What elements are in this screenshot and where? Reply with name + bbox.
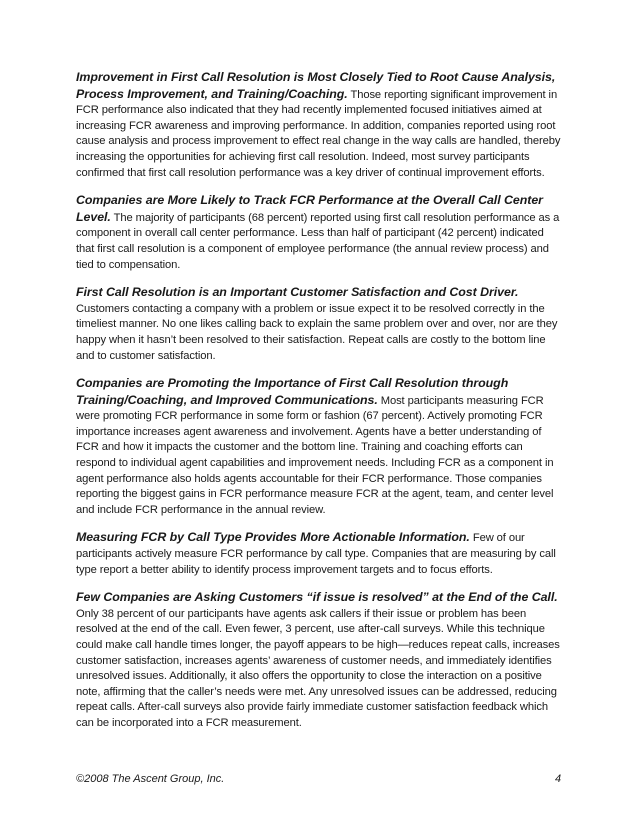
- paragraph-fcr-improvement: [76, 70, 564, 181]
- paragraph-text: Most participants measuring FCR were promoting FCR performance in some form or fashion (67 percent). Actively promoting FCR importance increases agent awareness and involvement. Agents have a better understanding of FCR and how it impacts the customer and the bottom line. Training and coaching efforts can respond to individual agent capabilities and improvement needs. Including FCR as a component in agent performance also holds agents accountable for their FCR performance. Those companies reporting the biggest gains in FCR performance measure FCR at the agent, team, and center level and include FCR performance in the annual review.: [76, 394, 554, 516]
- page-number: 4: [555, 773, 562, 785]
- paragraph-text: Those reporting significant improvement in FCR performance also indicated that they had recently implemented focused initiatives aimed at increasing FCR awareness and improving performance. In addition, companies reported using root cause analysis and process improvement to effect real change in the way calls are handled, thereby increasing the opportunities for achieving first call resolution. Indeed, most survey participants confirmed that first call resolution performance was a key driver of continual improvement efforts.: [76, 88, 561, 179]
- paragraph-satisfaction-cost: [76, 285, 564, 364]
- paragraph-heading: Few Companies are Asking Customers “if issue is resolved” at the End of the Call.: [76, 590, 558, 605]
- paragraph-heading: First Call Resolution is an Important Customer Satisfaction and Cost Driver.: [76, 285, 519, 300]
- paragraph-heading: Measuring FCR by Call Type Provides More Actionable Information.: [76, 530, 470, 545]
- paragraph-text: The majority of participants (68 percent) reported using first call resolution performance as a component in overall call center performance. Less than half of participant (42 percent) indicated that first call resolution is a component of employee performance (the annual review process) and tied to compensation.: [76, 211, 560, 271]
- paragraph-text: Customers contacting a company with a problem or issue expect it to be resolved correctly in the timeliest manner. No one likes calling back to explain the same problem over and over, nor are they happy when it hasn’t been resolved to their satisfaction. Repeat calls are costly to the bottom line and to customer satisfaction.: [76, 302, 558, 362]
- paragraph-track-fcr: [76, 193, 564, 273]
- paragraph-heading: Companies are Promoting the Importance of First Call Resolution through Training/Coaching, and Improved Communications.: [76, 376, 509, 407]
- paragraph-text: Few of our participants actively measure FCR performance by call type. Companies that are measuring by call type report a better ability to identify process improvement targets and to focus efforts.: [76, 532, 556, 576]
- paragraph-heading: Improvement in First Call Resolution is Most Closely Tied to Root Cause Analysis, Process Improvement, and Training/Coaching.: [76, 70, 556, 101]
- paragraph-call-type: [76, 530, 564, 578]
- footer-copyright: ©2008 The Ascent Group, Inc.: [76, 773, 225, 785]
- paragraph-asking-customers: [76, 590, 564, 731]
- document-body: [76, 70, 564, 744]
- paragraph-promoting-fcr: [76, 376, 564, 518]
- paragraph-heading: Companies are More Likely to Track FCR Performance at the Overall Call Center Level.: [76, 193, 543, 224]
- paragraph-text: Only 38 percent of our participants have agents ask callers if their issue or problem has been resolved at the end of the call. Even fewer, 3 percent, use after-call surveys. While this technique could make call handle times longer, the payoff appears to be high—reduces repeat calls, increases customer satisfaction, increases agents’ awareness of customer needs, and immediately identifies unresolved issues. Additionally, it also offers the opportunity to close the interaction on a positive note, affirming that the caller’s needs were met. Any unresolved issues can be addressed, reducing repeat calls. After-call surveys also provide fairly immediate customer satisfaction feedback which can be incorporated into a FCR measurement.: [76, 607, 560, 729]
